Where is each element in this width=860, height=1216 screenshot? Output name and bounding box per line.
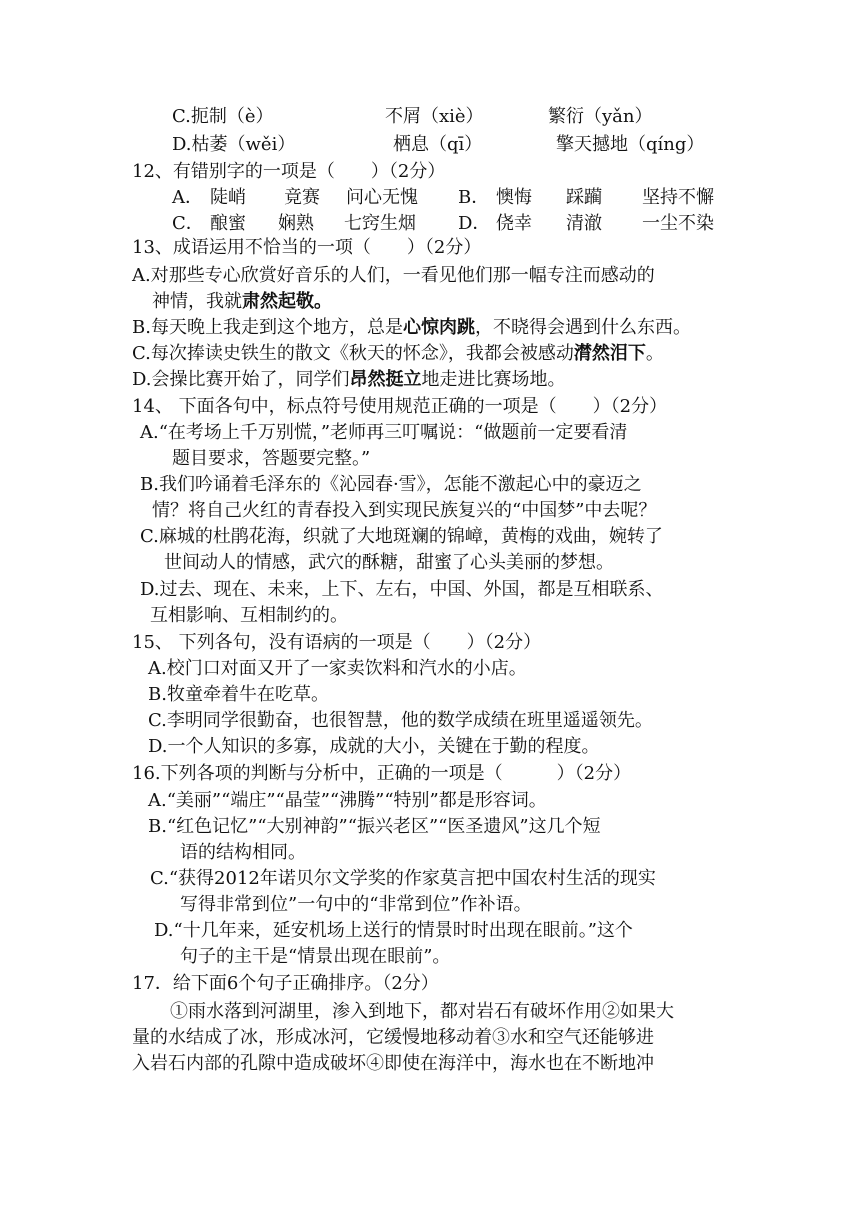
- q13-option-c-tail: 。: [645, 343, 664, 364]
- q12-option-c-word2: 娴熟: [278, 213, 314, 234]
- q11-option-d-word1: D.枯萎（wěi）: [172, 134, 296, 155]
- q14-option-d-line2: 互相影响、互相制约的。: [150, 605, 348, 626]
- q13-option-c: [132, 342, 664, 366]
- q16-option-b-line1: B.“红色记忆”“大别神韵”“振兴老区”“医圣遗风”这几个短: [148, 816, 601, 837]
- q11-option-c-word3: 繁衍（yǎn）: [548, 106, 653, 127]
- q12-option-d-label: D．: [458, 213, 491, 234]
- q13-option-b-tail: ，不晓得会遇到什么东西。: [474, 317, 691, 338]
- q11-option-c-word2: 不屑（xiè）: [385, 106, 484, 127]
- q16-option-a: A.“美丽”“端庄”“晶莹”“沸腾”“特别”都是形容词。: [148, 790, 547, 811]
- q12-option-d-word2: 清澈: [566, 213, 602, 234]
- q14-option-a-line1: A.“在考场上千万别慌，”老师再三叮嘱说：“做题前一定要看清: [140, 422, 628, 443]
- q14-option-a-line2: 题目要求，答题要完整。”: [172, 448, 371, 469]
- q12-option-a-word3: 问心无愧: [346, 187, 418, 208]
- q14-option-b-line2: 情？将自己火红的青春投入到实现民族复兴的“中国梦”中去呢？: [152, 500, 657, 521]
- q16-option-d-line2: 句子的主干是“情景出现在眼前”。: [180, 946, 451, 967]
- q13-option-b-text: B.每天晚上我走到这个地方，总是: [132, 317, 403, 338]
- q15-option-d: D.一个人知识的多寡，成就的大小，关键在于勤的程度。: [148, 736, 600, 757]
- q13-option-a-line2: [152, 290, 332, 314]
- q13-option-a-line1: A.对那些专心欣赏好音乐的人们，一看见他们那一幅专注而感动的: [132, 265, 655, 286]
- q13-option-b-idiom: 心惊肉跳: [402, 317, 475, 338]
- q17-stem: 17．给下面6个句子正确排序。（2分）: [132, 973, 439, 994]
- q13-option-b: [132, 316, 691, 340]
- q14-option-d-line1: D.过去、现在、未来，上下、左右，中国、外国，都是互相联系、: [140, 579, 664, 600]
- q12-option-b-word2: 踩躏: [566, 187, 602, 208]
- q14-stem: 14、 下面各句中，标点符号使用规范正确的一项是（ ）（2分）: [132, 396, 668, 417]
- q12-option-c-word1: 酿蜜: [210, 213, 246, 234]
- q12-option-c-word3: 七窍生烟: [344, 213, 416, 234]
- q15-option-b: B.牧童牵着牛在吃草。: [148, 684, 329, 705]
- q14-option-c-line1: C.麻城的杜鹃花海，织就了大地斑斓的锦嶂，黄梅的戏曲，婉转了: [140, 526, 663, 547]
- q12-option-a-label: A．: [172, 187, 203, 208]
- q13-option-a-idiom: 肃然起敬。: [242, 291, 332, 312]
- q12-option-b-word1: 懊悔: [496, 187, 532, 208]
- q14-option-b-line1: B.我们吟诵着毛泽东的《沁园春·雪》，怎能不激起心中的豪迈之: [140, 474, 642, 495]
- q13-option-d-idiom: 昂然挺立: [349, 369, 422, 390]
- q11-option-d-word3: 擎天撼地（qíng）: [556, 134, 705, 155]
- q12-option-d-word3: 一尘不染: [642, 213, 714, 234]
- q16-stem: 16.下列各项的判断与分析中，正确的一项是（ ）（2分）: [132, 763, 632, 784]
- q13-option-a-text: 神情，我就: [152, 291, 242, 312]
- q11-option-c-word1: C.扼制（è）: [172, 106, 274, 127]
- q16-option-c-line2: 写得非常到位”一句中的“非常到位”作补语。: [180, 894, 532, 915]
- q17-sentence-line3: 入岩石内部的孔隙中造成破坏④即使在海洋中，海水也在不断地冲: [132, 1053, 654, 1074]
- q16-option-d-line1: D.“十几年来，延安机场上送行的情景时时出现在眼前。”这个: [154, 920, 633, 941]
- q15-stem: 15、 下列各句，没有语病的一项是（ ）（2分）: [132, 632, 542, 653]
- q16-option-c-line1: C.“获得2012年诺贝尔文学奖的作家莫言把中国农村生活的现实: [150, 868, 656, 889]
- q16-option-b-line2: 语的结构相同。: [180, 842, 306, 863]
- q12-option-c-label: C．: [172, 213, 204, 234]
- q17-sentence-line2: 量的水结成了冰，形成冰河，它缓慢地移动着③水和空气还能够进: [132, 1027, 654, 1048]
- q13-option-c-idiom: 潸然泪下: [573, 343, 646, 364]
- q13-stem: 13、成语运用不恰当的一项（ ）（2分）: [132, 237, 482, 258]
- q17-sentence-line1: ①雨水落到河湖里，渗入到地下，都对岩石有破坏作用②如果大: [170, 1001, 674, 1022]
- q11-option-d-word2: 栖息（qī）: [393, 134, 483, 155]
- q12-option-d-word1: 侥幸: [496, 213, 532, 234]
- q13-option-d-text: D.会操比赛开始了，同学们: [132, 369, 350, 390]
- q15-option-a: A.校门口对面又开了一家卖饮料和汽水的小店。: [148, 658, 527, 679]
- q12-option-b-word3: 坚持不懈: [642, 187, 714, 208]
- q12-stem: 12、有错别字的一项是（ ）（2分）: [132, 161, 446, 182]
- q12-option-a-word2: 竟赛: [284, 187, 320, 208]
- q12-option-a-word1: 陡峭: [210, 187, 246, 208]
- q12-option-b-label: B．: [458, 187, 490, 208]
- q13-option-d-tail: 地走进比赛场地。: [421, 369, 566, 390]
- q15-option-c: C.李明同学很勤奋，也很智慧，他的数学成绩在班里遥遥领先。: [148, 710, 653, 731]
- q13-option-d: [132, 368, 566, 392]
- q13-option-c-text: C.每次捧读史铁生的散文《秋天的怀念》，我都会被感动: [132, 343, 574, 364]
- q14-option-c-line2: 世间动人的情感，武穴的酥糖，甜蜜了心头美丽的梦想。: [164, 552, 614, 573]
